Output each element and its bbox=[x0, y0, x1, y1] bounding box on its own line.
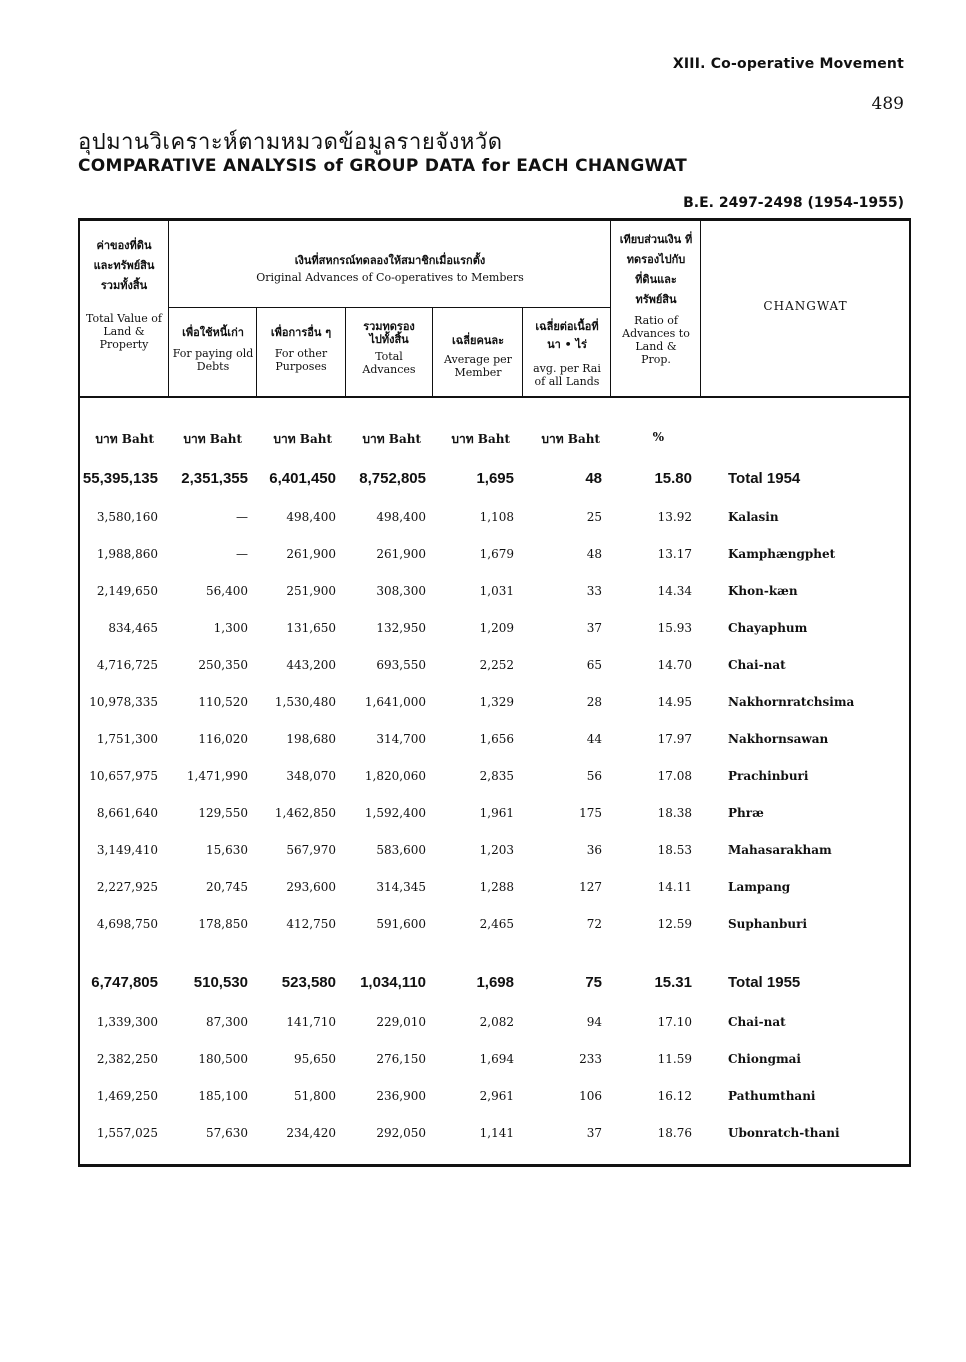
unit-label: บาท Baht bbox=[451, 432, 510, 446]
unit-label: บาท Baht bbox=[541, 432, 600, 446]
table-cell: 6,747,805 bbox=[91, 974, 158, 991]
table-total-row bbox=[0, 470, 966, 500]
unit-label: บาท Baht bbox=[273, 432, 332, 446]
col-header-advances-group-thai: เงินที่สหกรณ์ทดลองให้สมาชิกเมื่อแรกตั้ง bbox=[294, 254, 486, 267]
changwat-name: Lampang bbox=[728, 880, 791, 894]
page-number: 489 bbox=[871, 94, 904, 114]
header-divider-3 bbox=[345, 308, 346, 398]
table-cell: 229,010 bbox=[376, 1015, 426, 1029]
table-cell: 1,751,300 bbox=[96, 732, 158, 746]
table-cell: 198,680 bbox=[286, 732, 336, 746]
table-cell: 14.95 bbox=[657, 695, 692, 709]
table-cell: 3,580,160 bbox=[96, 510, 158, 524]
header-divider-2 bbox=[256, 308, 257, 398]
col-header-land-value-en: Total Value of Land & Property bbox=[86, 312, 162, 351]
table-cell: 412,750 bbox=[286, 917, 336, 931]
changwat-name: Nakhornsawan bbox=[728, 732, 829, 746]
table-cell: 1,203 bbox=[479, 843, 514, 857]
table-row bbox=[0, 582, 966, 612]
table-cell: 14.34 bbox=[657, 584, 692, 598]
table-cell: 4,716,725 bbox=[96, 658, 158, 672]
table-cell: 14.11 bbox=[657, 880, 692, 894]
changwat-name: Mahasarakham bbox=[728, 843, 832, 857]
table-cell: 236,900 bbox=[376, 1089, 426, 1103]
table-cell: 141,710 bbox=[286, 1015, 336, 1029]
table-cell: 583,600 bbox=[376, 843, 426, 857]
table-cell: 18.38 bbox=[657, 806, 692, 820]
table-cell: 56 bbox=[586, 769, 602, 783]
table-cell: 178,850 bbox=[198, 917, 248, 931]
table-cell: 276,150 bbox=[376, 1052, 426, 1066]
table-cell: 8,752,805 bbox=[359, 470, 426, 487]
col-header-advances-group bbox=[170, 254, 610, 284]
table-cell: 37 bbox=[586, 621, 602, 635]
table-cell: 116,020 bbox=[198, 732, 248, 746]
table-cell: 94 bbox=[586, 1015, 602, 1029]
table-cell: — bbox=[236, 510, 248, 524]
table-cell: 13.17 bbox=[657, 547, 692, 561]
table-cell: 443,200 bbox=[286, 658, 336, 672]
changwat-name: Nakhornratchsima bbox=[728, 695, 855, 709]
table-row bbox=[0, 878, 966, 908]
unit-label: บาท Baht bbox=[362, 432, 421, 446]
table-cell: 523,580 bbox=[281, 974, 336, 991]
table-cell: 15.80 bbox=[654, 470, 692, 487]
table-cell: 261,900 bbox=[286, 547, 336, 561]
table-cell: 1,329 bbox=[479, 695, 514, 709]
table-cell: 1,961 bbox=[479, 806, 514, 820]
table-cell: 250,350 bbox=[198, 658, 248, 672]
table-cell: 1,698 bbox=[476, 974, 514, 991]
changwat-name: Kalasin bbox=[728, 510, 779, 524]
table-cell: 75 bbox=[585, 974, 602, 991]
table-cell: 28 bbox=[586, 695, 602, 709]
unit-label: บาท Baht bbox=[95, 432, 154, 446]
table-cell: 25 bbox=[586, 510, 602, 524]
table-cell: 4,698,750 bbox=[96, 917, 158, 931]
table-cell: 1,031 bbox=[479, 584, 514, 598]
unit-label: บาท Baht bbox=[183, 432, 242, 446]
table-top-border bbox=[78, 218, 911, 221]
table-cell: 567,970 bbox=[286, 843, 336, 857]
table-cell: 1,656 bbox=[479, 732, 514, 746]
table-row bbox=[0, 619, 966, 649]
header-divider-1 bbox=[168, 220, 169, 398]
col-header-ratio bbox=[612, 230, 700, 366]
table-cell: 498,400 bbox=[376, 510, 426, 524]
table-cell: 48 bbox=[586, 547, 602, 561]
changwat-name: Total 1954 bbox=[728, 470, 801, 487]
table-row bbox=[0, 767, 966, 797]
table-bottom-border bbox=[78, 1164, 911, 1167]
table-cell: 2,252 bbox=[479, 658, 514, 672]
changwat-name: Chayaphum bbox=[728, 621, 808, 635]
col-header-other-purposes bbox=[258, 326, 344, 373]
table-cell: 2,961 bbox=[479, 1089, 514, 1103]
changwat-name: Prachinburi bbox=[728, 769, 809, 783]
table-cell: 48 bbox=[585, 470, 602, 487]
table-cell: 57,630 bbox=[206, 1126, 248, 1140]
table-cell: 15,630 bbox=[206, 843, 248, 857]
table-total-row bbox=[0, 974, 966, 1004]
table-cell: 2,149,650 bbox=[96, 584, 158, 598]
table-cell: 2,835 bbox=[479, 769, 514, 783]
table-cell: 65 bbox=[586, 658, 602, 672]
table-cell: 36 bbox=[586, 843, 602, 857]
table-cell: 1,034,110 bbox=[360, 974, 426, 991]
table-cell: 132,950 bbox=[376, 621, 426, 635]
table-cell: 1,108 bbox=[479, 510, 514, 524]
thai-title: อุปมานวิเคราะห์ตามหมวดข้อมูลรายจังหวัด bbox=[78, 130, 503, 155]
table-cell: — bbox=[236, 547, 248, 561]
table-cell: 1,694 bbox=[479, 1052, 514, 1066]
table-cell: 1,462,850 bbox=[274, 806, 336, 820]
changwat-name: Khon-kæn bbox=[728, 584, 798, 598]
table-cell: 834,465 bbox=[108, 621, 158, 635]
table-cell: 1,209 bbox=[479, 621, 514, 635]
col-header-ratio-en: Ratio of Advances to Land & Prop. bbox=[622, 314, 690, 366]
table-cell: 233 bbox=[579, 1052, 602, 1066]
table-cell: 693,550 bbox=[376, 658, 426, 672]
header-divider-5 bbox=[522, 308, 523, 398]
changwat-name: Ubonratch-thani bbox=[728, 1126, 840, 1140]
table-cell: 251,900 bbox=[286, 584, 336, 598]
table-cell: 10,978,335 bbox=[89, 695, 158, 709]
table-cell: 12.59 bbox=[657, 917, 692, 931]
changwat-name: Kamphængphet bbox=[728, 547, 836, 561]
table-cell: 1,557,025 bbox=[96, 1126, 158, 1140]
col-header-avg-member-en: Average per Member bbox=[444, 353, 512, 379]
col-header-old-debts-en: For paying old Debts bbox=[172, 347, 254, 373]
table-cell: 17.10 bbox=[657, 1015, 692, 1029]
table-cell: 1,471,990 bbox=[186, 769, 248, 783]
table-cell: 1,641,000 bbox=[364, 695, 426, 709]
col-header-ratio-thai: เทียบส่วนเงิน ที่ทดรองไปกับ ที่ดินและ ทรัพย์สิน bbox=[619, 233, 693, 306]
table-cell: 2,382,250 bbox=[96, 1052, 158, 1066]
table-cell: 1,300 bbox=[213, 621, 248, 635]
col-header-avg-member bbox=[434, 334, 522, 379]
unit-label: % bbox=[652, 430, 664, 444]
col-header-other-purposes-thai: เพื่อการอื่น ๆ bbox=[270, 326, 332, 339]
table-cell: 106 bbox=[579, 1089, 602, 1103]
table-cell: 1,820,060 bbox=[364, 769, 426, 783]
table-cell: 591,600 bbox=[376, 917, 426, 931]
table-cell: 15.93 bbox=[657, 621, 692, 635]
table-cell: 2,227,925 bbox=[96, 880, 158, 894]
col-header-advances-group-en: Original Advances of Co-operatives to Members bbox=[256, 271, 524, 284]
table-cell: 1,592,400 bbox=[364, 806, 426, 820]
table-cell: 185,100 bbox=[198, 1089, 248, 1103]
english-title: COMPARATIVE ANALYSIS of GROUP DATA for EACH CHANGWAT bbox=[78, 156, 688, 176]
col-header-changwat-en: CHANGWAT bbox=[763, 299, 848, 313]
table-row bbox=[0, 1087, 966, 1117]
table-cell: 87,300 bbox=[206, 1015, 248, 1029]
table-cell: 95,650 bbox=[294, 1052, 336, 1066]
table-cell: 293,600 bbox=[286, 880, 336, 894]
table-cell: 180,500 bbox=[198, 1052, 248, 1066]
table-cell: 51,800 bbox=[294, 1089, 336, 1103]
table-cell: 175 bbox=[579, 806, 602, 820]
table-row bbox=[0, 508, 966, 538]
table-cell: 13.92 bbox=[657, 510, 692, 524]
col-header-changwat bbox=[702, 300, 909, 313]
table-row bbox=[0, 693, 966, 723]
table-row bbox=[0, 841, 966, 871]
changwat-name: Total 1955 bbox=[728, 974, 801, 991]
header-divider-6 bbox=[610, 220, 611, 398]
col-header-old-debts-thai: เพื่อใช้หนี้เก่า bbox=[182, 326, 244, 339]
table-row bbox=[0, 804, 966, 834]
table-cell: 14.70 bbox=[657, 658, 692, 672]
table-row bbox=[0, 730, 966, 760]
table-cell: 56,400 bbox=[206, 584, 248, 598]
changwat-name: Chai-nat bbox=[728, 1015, 786, 1029]
col-header-avg-rai bbox=[524, 318, 610, 388]
table-cell: 6,401,450 bbox=[269, 470, 336, 487]
table-cell: 1,679 bbox=[479, 547, 514, 561]
col-header-other-purposes-en: For other Purposes bbox=[274, 347, 328, 373]
table-row bbox=[0, 915, 966, 945]
table-row bbox=[0, 656, 966, 686]
table-cell: 18.53 bbox=[657, 843, 692, 857]
table-cell: 15.31 bbox=[654, 974, 692, 991]
table-cell: 131,650 bbox=[286, 621, 336, 635]
table-cell: 261,900 bbox=[376, 547, 426, 561]
table-row bbox=[0, 545, 966, 575]
col-header-avg-rai-en: avg. per Rai of all Lands bbox=[533, 362, 601, 388]
section-header: XIII. Co-operative Movement bbox=[672, 56, 904, 72]
table-row bbox=[0, 1013, 966, 1043]
col-header-avg-rai-thai: เฉลี่ยต่อเนื้อที่ นา • ไร่ bbox=[535, 320, 599, 351]
table-cell: 1,339,300 bbox=[96, 1015, 158, 1029]
col-header-total-advances-thai: รวมทดรอง ไปทั้งสิ้น bbox=[363, 320, 415, 346]
table-cell: 2,465 bbox=[479, 917, 514, 931]
table-cell: 234,420 bbox=[286, 1126, 336, 1140]
table-row bbox=[0, 1124, 966, 1154]
period-label: B.E. 2497-2498 (1954-1955) bbox=[683, 195, 904, 211]
table-cell: 2,082 bbox=[479, 1015, 514, 1029]
header-divider-7 bbox=[700, 220, 701, 398]
table-cell: 17.97 bbox=[657, 732, 692, 746]
table-cell: 33 bbox=[586, 584, 602, 598]
table-cell: 18.76 bbox=[657, 1126, 692, 1140]
table-cell: 129,550 bbox=[198, 806, 248, 820]
table-cell: 3,149,410 bbox=[96, 843, 158, 857]
table-cell: 1,695 bbox=[476, 470, 514, 487]
table-cell: 292,050 bbox=[376, 1126, 426, 1140]
table-cell: 498,400 bbox=[286, 510, 336, 524]
table-cell: 314,345 bbox=[376, 880, 426, 894]
table-cell: 10,657,975 bbox=[89, 769, 158, 783]
table-cell: 55,395,135 bbox=[82, 470, 158, 487]
table-cell: 37 bbox=[586, 1126, 602, 1140]
table-cell: 17.08 bbox=[657, 769, 692, 783]
col-header-total-advances-en: Total Advances bbox=[362, 350, 416, 376]
table-cell: 2,351,355 bbox=[181, 470, 248, 487]
col-header-land-value-thai: ค่าของที่ดิน และทรัพย์สิน รวมทั้งสิ้น bbox=[93, 239, 155, 292]
table-cell: 1,530,480 bbox=[274, 695, 336, 709]
table-cell: 72 bbox=[586, 917, 602, 931]
changwat-name: Suphanburi bbox=[728, 917, 808, 931]
table-cell: 1,288 bbox=[479, 880, 514, 894]
changwat-name: Phræ bbox=[728, 806, 764, 820]
table-row bbox=[0, 1050, 966, 1080]
changwat-name: Chiongmai bbox=[728, 1052, 801, 1066]
table-cell: 127 bbox=[579, 880, 602, 894]
group-bottom-line bbox=[168, 307, 610, 308]
table-cell: 44 bbox=[586, 732, 602, 746]
table-header-bottom-border bbox=[78, 396, 911, 398]
table-cell: 16.12 bbox=[657, 1089, 692, 1103]
table-cell: 20,745 bbox=[206, 880, 248, 894]
header-divider-4 bbox=[432, 308, 433, 398]
changwat-name: Chai-nat bbox=[728, 658, 786, 672]
table-cell: 308,300 bbox=[376, 584, 426, 598]
col-header-avg-member-thai: เฉลี่ยคนละ bbox=[452, 334, 504, 347]
table-cell: 11.59 bbox=[657, 1052, 692, 1066]
col-header-total-advances bbox=[347, 320, 431, 376]
table-cell: 110,520 bbox=[198, 695, 248, 709]
col-header-land-value bbox=[80, 236, 168, 351]
table-cell: 348,070 bbox=[286, 769, 336, 783]
changwat-name: Pathumthani bbox=[728, 1089, 816, 1103]
table-cell: 1,469,250 bbox=[96, 1089, 158, 1103]
table-cell: 1,988,860 bbox=[96, 547, 158, 561]
col-header-old-debts bbox=[170, 326, 256, 373]
table-cell: 1,141 bbox=[479, 1126, 514, 1140]
table-cell: 510,530 bbox=[193, 974, 248, 991]
table-cell: 314,700 bbox=[376, 732, 426, 746]
table-cell: 8,661,640 bbox=[96, 806, 158, 820]
